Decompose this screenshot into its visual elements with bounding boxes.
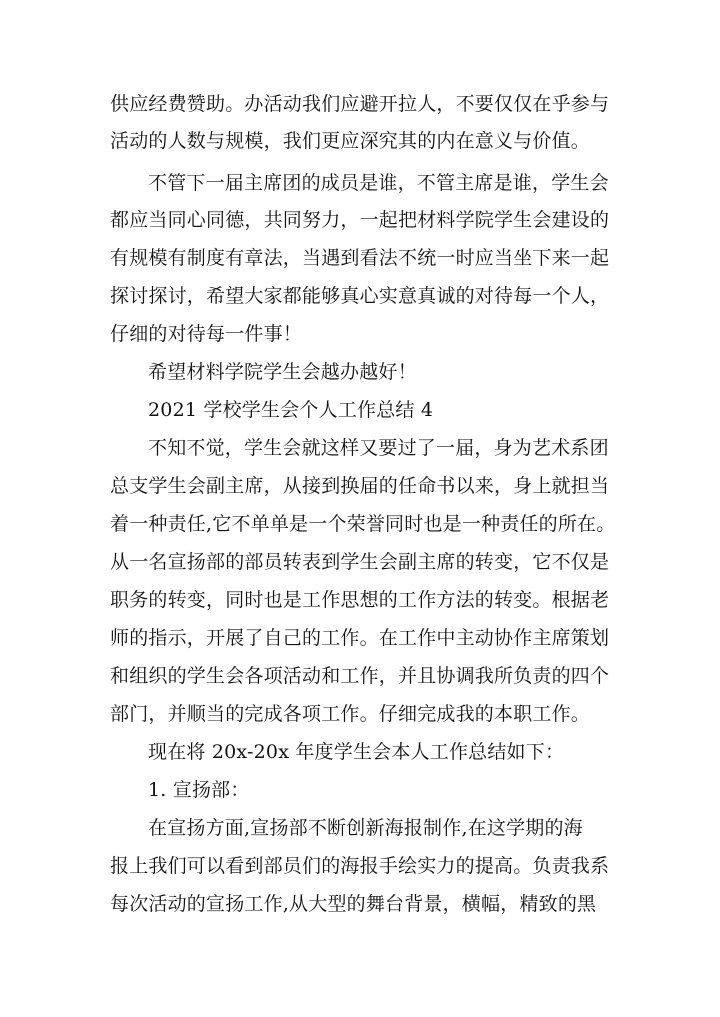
text-line: 职务的转变，同时也是工作思想的工作方法的转变。根据老	[110, 589, 610, 611]
section-heading: 2021 学校学生会个人工作总结 4	[148, 399, 434, 421]
text-line: 仔细的对待每一件事！	[110, 323, 303, 345]
text-line: 着一种责任,它不单单是一个荣誉同时也是一种责任的所在。	[110, 513, 616, 535]
text-line: 供应经费赞助。办活动我们应避开拉人，不要仅仅在乎参与	[110, 93, 610, 115]
text-line: 从一名宣扬部的部员转表到学生会副主席的转变，它不仅是	[110, 551, 610, 573]
text-line: 每次活动的宣扬工作,从大型的舞台背景，横幅，精致的黑	[110, 893, 597, 915]
text-line: 现在将 20x-20x 年度学生会本人工作总结如下：	[148, 741, 565, 763]
text-line: 部门，并顺当的完成各项工作。仔细完成我的本职工作。	[110, 703, 591, 725]
text-line: 总支学生会副主席，从接到换届的任命书以来，身上就担当	[110, 475, 610, 497]
text-line: 探讨探讨，希望大家都能够真心实意真诚的对待每一个人，	[110, 285, 610, 307]
text-line: 报上我们可以看到部员们的海报手绘实力的提高。负责我系	[110, 855, 610, 877]
list-item-heading: 1. 宣扬部：	[148, 779, 250, 801]
text-line: 不知不觉，学生会就这样又要过了一届，身为艺术系团	[148, 437, 609, 459]
text-line: 有规模有制度有章法，当遇到看法不统一时应当坐下来一起	[110, 247, 610, 269]
text-line: 和组织的学生会各项活动和工作，并且协调我所负责的四个	[110, 665, 610, 687]
text-line: 在宣扬方面,宣扬部不断创新海报制作,在这学期的海	[148, 817, 583, 839]
text-line: 都应当同心同德，共同努力，一起把材料学院学生会建设的	[110, 209, 610, 231]
text-line: 希望材料学院学生会越办越好！	[148, 361, 417, 383]
text-line: 师的指示，开展了自己的工作。在工作中主动协作主席策划	[110, 627, 610, 649]
text-line: 不管下一届主席团的成员是谁，不管主席是谁，学生会	[148, 172, 609, 194]
text-line: 活动的人数与规模，我们更应深究其的内在意义与价值。	[110, 130, 591, 152]
